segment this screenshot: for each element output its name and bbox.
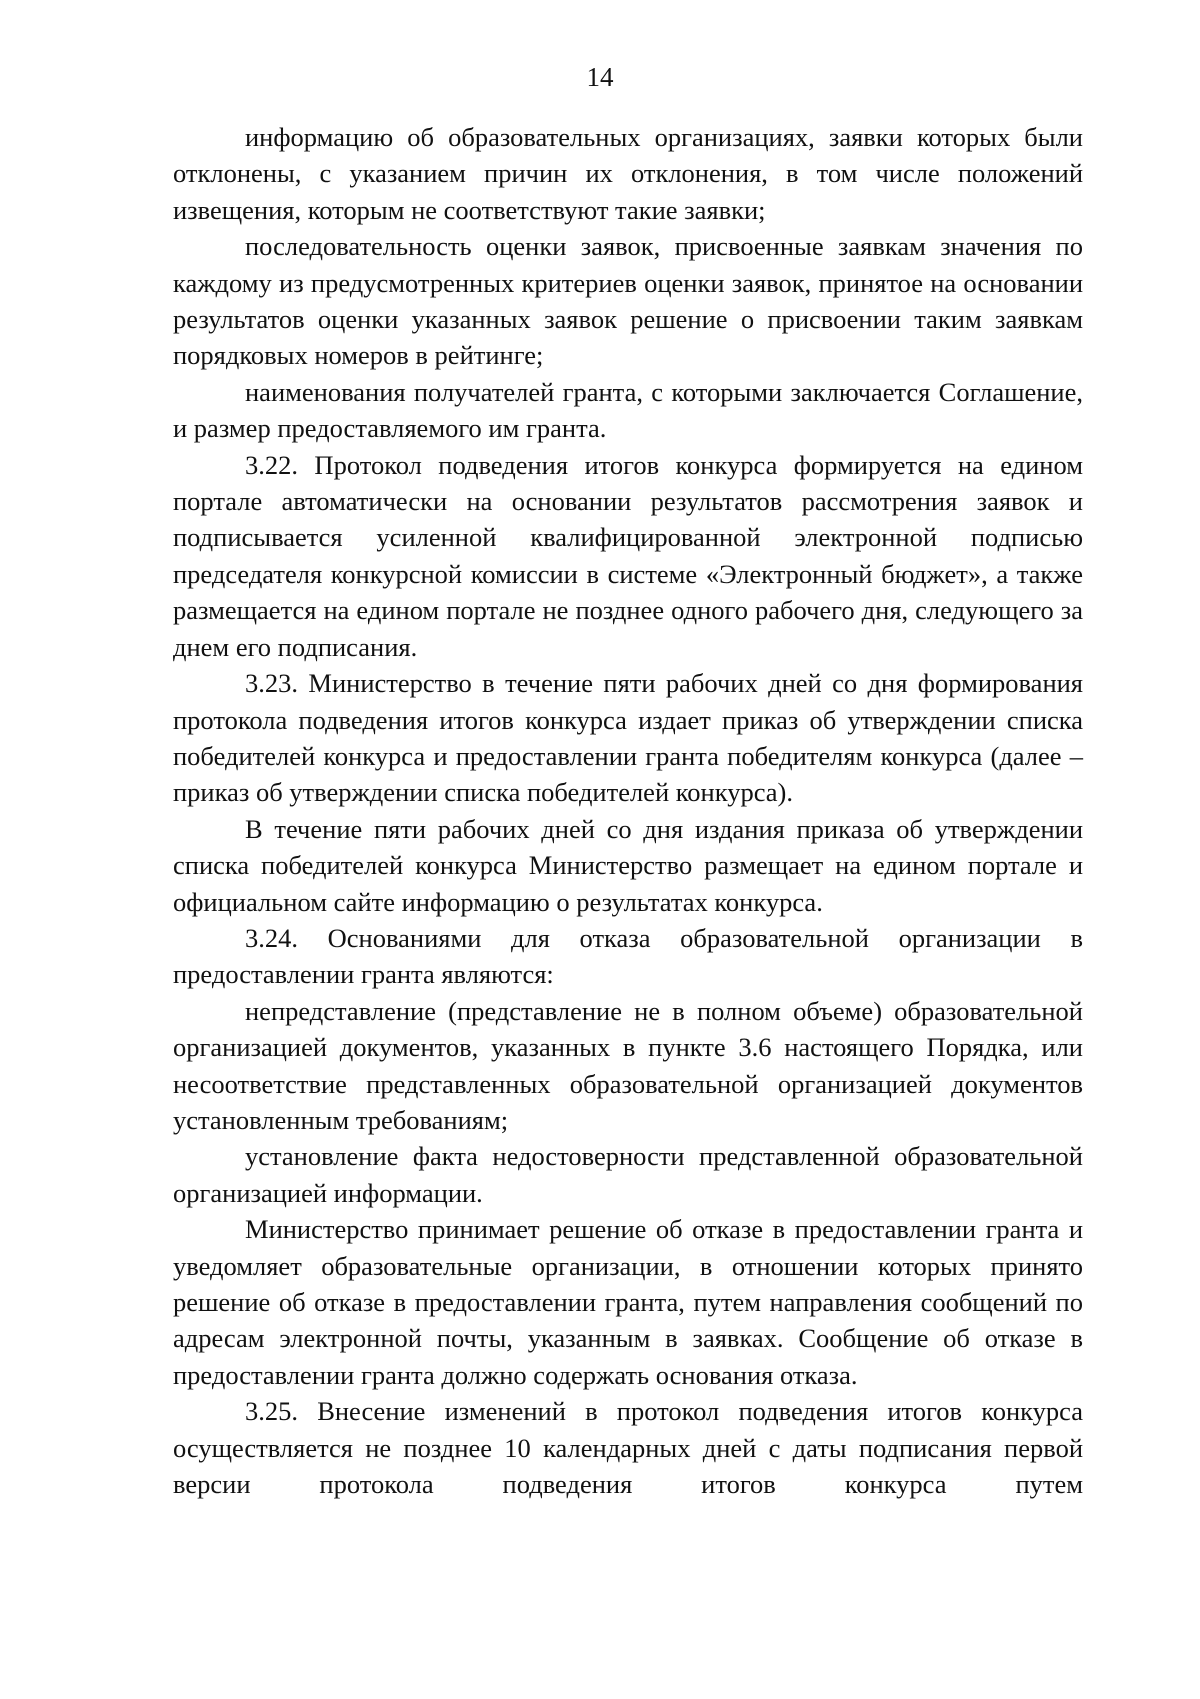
document-body xyxy=(173,119,1083,1502)
paragraph-3-22: 3.22. Протокол подведения итогов конкурса формируется на едином портале автоматически на основании результатов рассмотрения заявок и подписывается усиленной квалифицированной электронной подписью председателя конкурсной комиссии в системе «Электронный бюджет», а также размещается на едином портале не позднее одного рабочего дня, следующего за днем его подписания. xyxy=(173,449,1083,662)
paragraph-false-info: установление факта недостоверности представленной образовательной организацией информации. xyxy=(173,1141,1083,1208)
paragraph-rejected-info: информацию об образовательных организациях, заявки которых были отклонены, с указанием причин их отклонения, в том числе положений извещения, которым не соответствуют такие заявки; xyxy=(173,122,1083,225)
paragraph-3-25: 3.25. Внесение изменений в протокол подведения итогов конкурса осуществляется не позднее 10 календарных дней с даты подписания первой версии протокола подведения итогов конкурса путем xyxy=(173,1396,1083,1500)
paragraph-grant-recipients: наименования получателей гранта, с которыми заключается Соглашение, и размер предоставляемого им гранта. xyxy=(173,376,1083,444)
paragraph-refusal-notice: Министерство принимает решение об отказе в предоставлении гранта и уведомляет образовательные организации, в отношении которых принято решение об отказе в предоставлении гранта, путем направления сообщений по адресам электронной почты, указанным в заявках. Сообщение об отказе в предоставлении гранта должно содержать основания отказа. xyxy=(173,1214,1083,1390)
paragraph-evaluation-sequence: последовательность оценки заявок, присвоенные заявкам значения по каждому из предусмотренных критериев оценки заявок, принятое на основании результатов оценки указанных заявок решение о присвоении таким заявкам порядковых номеров в рейтинге; xyxy=(173,231,1083,371)
paragraph-3-23: 3.23. Министерство в течение пяти рабочих дней со дня формирования протокола подведения итогов конкурса издает приказ об утверждении списка победителей конкурса и предоставлении гранта победителям конкурса (далее – приказ об утверждении списка победителей конкурса). xyxy=(173,668,1083,808)
paragraph-3-24: 3.24. Основаниями для отказа образовательной организации в предоставлении гранта являются: xyxy=(173,922,1083,990)
paragraph-non-submission: непредставление (представление не в полном объеме) образовательной организацией документов, указанных в пункте 3.6 настоящего Порядка, или несоответствие представленных образовательной организацией документов установленным требованиям; xyxy=(173,995,1083,1135)
paragraph-results-publication: В течение пяти рабочих дней со дня издания приказа об утверждении списка победителей конкурса Министерство размещает на едином портале и официальном сайте информацию о результатах конкурса. xyxy=(173,813,1083,917)
page-number: 14 xyxy=(586,62,614,92)
